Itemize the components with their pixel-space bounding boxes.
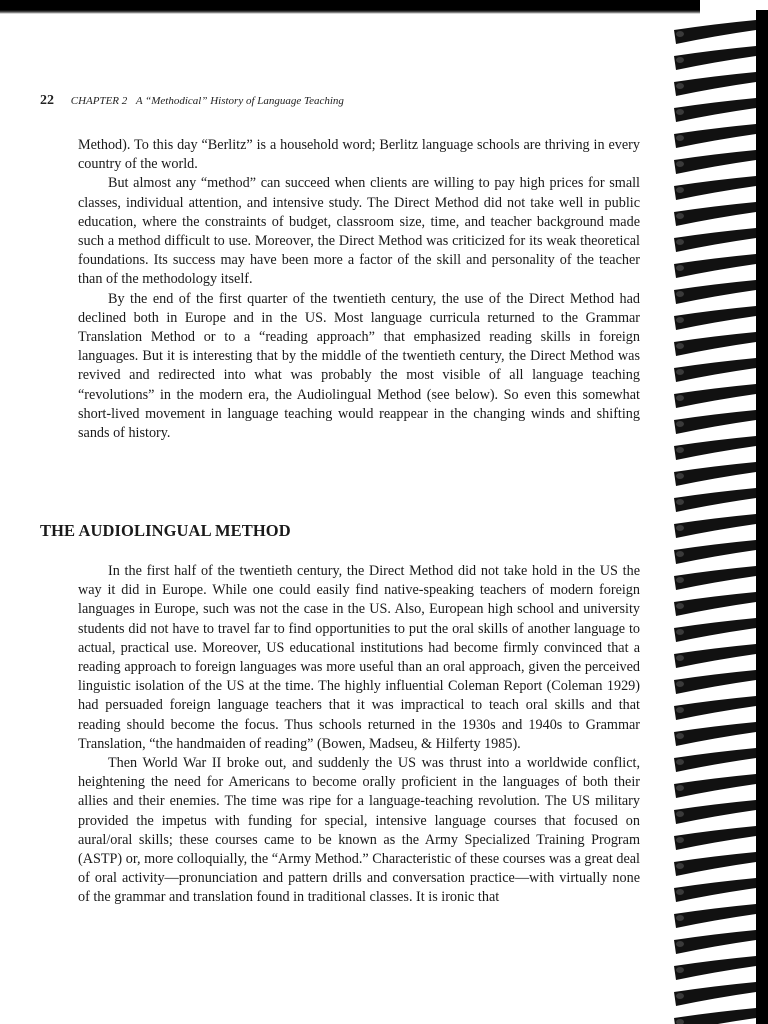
binding-hole	[676, 109, 684, 115]
paragraph: Then World War II broke out, and suddenly the US was thrust into a worldwide conflict, heightening the need for Americans to become orally proficient in the languages of both their allies and their enemies. The time was ripe for a language-teaching revolution. The US military provided the impetus with funding for special, intensive language courses that focused on aural/oral skills; these courses came to be known as the Army Specialized Training Program (ASTP) or, more colloquially, the “Army Method.” Characteristic of these courses was a great deal of oral activity—pronunciation and pattern drills and conversation practice—with virtually none of the grammar and translation found in traditional classes. It is ironic that	[78, 755, 640, 906]
binding-loop	[674, 826, 756, 850]
binding-hole	[676, 187, 684, 193]
binding-hole	[676, 31, 684, 37]
binding-loop	[674, 696, 756, 720]
binding-loop	[674, 670, 756, 694]
paragraph: But almost any “method” can succeed when clients are willing to pay high prices for small classes, individual attention, and intensive study. The Direct Method did not take well in public education, where the constraints of budget, classroom size, time, and teacher background made such a method difficult to use. Moreover, the Direct Method was criticized for its weak theoretical foundations. Its success may have been more a factor of the skill and personality of the teacher than of the methodology itself.	[78, 175, 640, 288]
binding-hole	[676, 577, 684, 583]
binding-hole	[676, 239, 684, 245]
binding-hole	[676, 1019, 684, 1024]
binding-hole	[676, 915, 684, 921]
binding-loop	[674, 488, 756, 512]
binding-loop	[674, 332, 756, 356]
binding-hole	[676, 499, 684, 505]
binding-loop	[674, 514, 756, 538]
binding-hole	[676, 57, 684, 63]
binding-hole	[676, 343, 684, 349]
binding-hole	[676, 83, 684, 89]
paragraph: By the end of the first quarter of the twentieth century, the use of the Direct Method had declined both in Europe and in the US. Most language curricula returned to the Grammar Translation Method or to a “reading approach” that emphasized reading skills in foreign languages. But it is interesting that by the middle of the twentieth century, the Direct Method was revived and redirected into what was probably the most visible of all language teaching “revolutions” in the modern era, the Audiolingual Method (see below). So even this somewhat short-lived movement in language teaching would reappear in the changing winds and shifting sands of history.	[78, 290, 640, 442]
binding-loop	[674, 228, 756, 252]
binding-loop	[674, 176, 756, 200]
binding-hole	[676, 655, 684, 661]
binding-loop	[674, 254, 756, 278]
binding-hole	[676, 291, 684, 297]
binding-hole	[676, 629, 684, 635]
binding-loop	[674, 644, 756, 668]
binding-hole	[676, 707, 684, 713]
binding-edge	[756, 10, 768, 1024]
binding-hole	[676, 603, 684, 609]
binding-loop	[674, 748, 756, 772]
binding-loop	[674, 306, 756, 330]
binding-loop	[674, 592, 756, 616]
binding-hole	[676, 473, 684, 479]
binding-hole	[676, 265, 684, 271]
chapter-label: CHAPTER 2	[70, 95, 128, 107]
binding-loop	[674, 800, 756, 824]
binding-hole	[676, 785, 684, 791]
binding-loop	[674, 410, 756, 434]
binding-hole	[676, 551, 684, 557]
binding-loop	[674, 358, 756, 382]
binding-loop	[674, 618, 756, 642]
binding-hole	[676, 161, 684, 167]
binding-loop	[674, 20, 756, 44]
binding-loop	[674, 540, 756, 564]
binding-loop	[674, 982, 756, 1006]
binding-loop	[674, 904, 756, 928]
text-block-direct-method	[78, 136, 640, 443]
binding-loop	[674, 150, 756, 174]
section-heading: THE AUDIOLINGUAL METHOD	[40, 521, 291, 540]
binding-loop	[674, 462, 756, 486]
binding-loop	[674, 124, 756, 148]
text-block-audiolingual-method	[78, 562, 640, 908]
paragraph: In the first half of the twentieth century, the Direct Method did not take hold in the US the way it did in Europe. While one could easily find native-speaking teachers of modern foreign languages in Europe, such was not the case in the US. Also, European high school and university students did not have to travel far to find opportunities to put the oral skills of another language to actual, practical use. Moreover, US educational institutions had become firmly convinced that a reading approach to foreign languages was more useful than an oral approach, given the perceived linguistic isolation of the US at the time. The highly influential Coleman Report (Coleman 1929) had persuaded foreign language teachers that it was impractical to teach oral skills and that reading should become the focus. Thus schools returned in the 1930s and 1940s to Grammar Translation, “the handmaiden of reading” (Bowen, Madseu, & Hilferty 1985).	[78, 563, 640, 752]
binding-loop	[674, 46, 756, 70]
binding-loop	[674, 956, 756, 980]
binding-loop	[674, 852, 756, 876]
binding-hole	[676, 863, 684, 869]
binding-loop	[674, 98, 756, 122]
binding-loop	[674, 1008, 756, 1024]
binding-loop	[674, 774, 756, 798]
binding-hole	[676, 759, 684, 765]
binding-hole	[676, 525, 684, 531]
binding-loop	[674, 722, 756, 746]
page-top-edge-shadow	[0, 0, 700, 14]
binding-hole	[676, 681, 684, 687]
spiral-binding	[672, 10, 768, 1024]
binding-hole	[676, 889, 684, 895]
running-header	[40, 93, 640, 109]
binding-hole	[676, 395, 684, 401]
binding-hole	[676, 447, 684, 453]
binding-loop	[674, 930, 756, 954]
binding-loop	[674, 384, 756, 408]
binding-loop	[674, 202, 756, 226]
binding-loop	[674, 72, 756, 96]
binding-hole	[676, 135, 684, 141]
binding-hole	[676, 317, 684, 323]
binding-hole	[676, 369, 684, 375]
page-number: 22	[40, 93, 54, 108]
paragraph: Method). To this day “Berlitz” is a household word; Berlitz language schools are thriving in every country of the world.	[78, 137, 640, 173]
binding-loop	[674, 878, 756, 902]
binding-hole	[676, 733, 684, 739]
binding-loop	[674, 566, 756, 590]
binding-loop	[674, 280, 756, 304]
binding-hole	[676, 967, 684, 973]
binding-hole	[676, 993, 684, 999]
binding-loop	[674, 436, 756, 460]
binding-hole	[676, 837, 684, 843]
binding-hole	[676, 811, 684, 817]
binding-hole	[676, 213, 684, 219]
binding-hole	[676, 421, 684, 427]
binding-hole	[676, 941, 684, 947]
chapter-title: A “Methodical” History of Language Teaching	[135, 95, 344, 107]
